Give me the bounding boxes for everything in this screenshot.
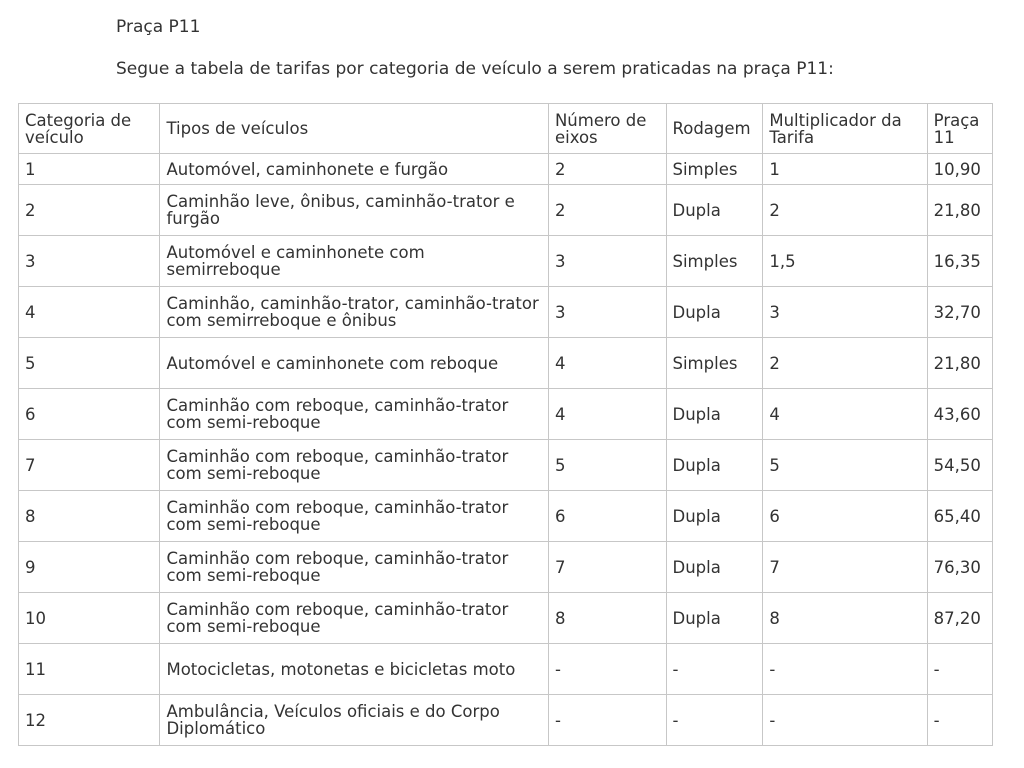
cell-multiplicador: 1 [763,154,927,185]
cell-tipos: Automóvel e caminhonete com semirreboque [160,236,549,287]
cell-praca: - [927,644,992,695]
cell-praca: 43,60 [927,389,992,440]
cell-eixos: 6 [548,491,666,542]
header-eixos: Número de eixos [548,104,666,154]
cell-praca: - [927,695,992,746]
table-row [19,491,993,542]
cell-tipos: Ambulância, Veículos oficiais e do Corpo Diplomático [160,695,549,746]
cell-multiplicador: 1,5 [763,236,927,287]
cell-eixos: 8 [548,593,666,644]
table-row [19,287,993,338]
cell-categoria: 8 [19,491,160,542]
cell-rodagem: Simples [666,338,763,389]
header-tipos: Tipos de veículos [160,104,549,154]
cell-rodagem: Dupla [666,440,763,491]
cell-categoria: 4 [19,287,160,338]
table-row [19,389,993,440]
cell-multiplicador: 2 [763,338,927,389]
cell-eixos: 2 [548,185,666,236]
cell-eixos: 3 [548,287,666,338]
cell-tipos: Caminhão, caminhão-trator, caminhão-trator com semirreboque e ônibus [160,287,549,338]
tariff-table [18,103,993,746]
cell-categoria: 12 [19,695,160,746]
table-body [19,154,993,746]
cell-rodagem: Simples [666,236,763,287]
cell-tipos: Caminhão com reboque, caminhão-trator com semi-reboque [160,389,549,440]
table-row [19,542,993,593]
cell-rodagem: Dupla [666,389,763,440]
cell-tipos: Automóvel e caminhonete com reboque [160,338,549,389]
cell-categoria: 3 [19,236,160,287]
table-row [19,593,993,644]
cell-tipos: Automóvel, caminhonete e furgão [160,154,549,185]
cell-rodagem: Dupla [666,287,763,338]
cell-praca: 32,70 [927,287,992,338]
table-row [19,440,993,491]
cell-eixos: 4 [548,338,666,389]
cell-eixos: - [548,644,666,695]
cell-praca: 21,80 [927,185,992,236]
cell-tipos: Caminhão com reboque, caminhão-trator com semi-reboque [160,542,549,593]
page-heading: Praça P11 [116,17,201,37]
cell-tipos: Caminhão com reboque, caminhão-trator com semi-reboque [160,491,549,542]
cell-multiplicador: 6 [763,491,927,542]
cell-praca: 16,35 [927,236,992,287]
cell-praca: 21,80 [927,338,992,389]
cell-tipos: Caminhão com reboque, caminhão-trator com semi-reboque [160,593,549,644]
cell-tipos: Motocicletas, motonetas e bicicletas moto [160,644,549,695]
cell-eixos: - [548,695,666,746]
cell-rodagem: Dupla [666,491,763,542]
cell-rodagem: Dupla [666,185,763,236]
cell-eixos: 3 [548,236,666,287]
cell-multiplicador: - [763,644,927,695]
cell-eixos: 5 [548,440,666,491]
table-row [19,236,993,287]
table-row [19,154,993,185]
cell-categoria: 5 [19,338,160,389]
cell-categoria: 9 [19,542,160,593]
cell-rodagem: Dupla [666,593,763,644]
cell-multiplicador: 3 [763,287,927,338]
cell-multiplicador: 7 [763,542,927,593]
cell-rodagem: Simples [666,154,763,185]
cell-praca: 10,90 [927,154,992,185]
header-categoria: Categoria de veículo [19,104,160,154]
cell-praca: 76,30 [927,542,992,593]
cell-multiplicador: 4 [763,389,927,440]
intro-text: Segue a tabela de tarifas por categoria de veículo a serem praticadas na praça P11: [116,59,834,79]
table-row [19,695,993,746]
cell-multiplicador: 5 [763,440,927,491]
cell-eixos: 2 [548,154,666,185]
cell-tipos: Caminhão leve, ônibus, caminhão-trator e furgão [160,185,549,236]
table-row [19,338,993,389]
cell-multiplicador: - [763,695,927,746]
cell-praca: 54,50 [927,440,992,491]
table-row [19,644,993,695]
cell-praca: 87,20 [927,593,992,644]
header-praca: Praça 11 [927,104,992,154]
cell-tipos: Caminhão com reboque, caminhão-trator com semi-reboque [160,440,549,491]
cell-multiplicador: 8 [763,593,927,644]
table-header [19,104,993,154]
header-multiplicador: Multiplicador da Tarifa [763,104,927,154]
cell-multiplicador: 2 [763,185,927,236]
cell-categoria: 1 [19,154,160,185]
cell-categoria: 6 [19,389,160,440]
cell-praca: 65,40 [927,491,992,542]
cell-categoria: 7 [19,440,160,491]
cell-rodagem: Dupla [666,542,763,593]
cell-rodagem: - [666,644,763,695]
cell-rodagem: - [666,695,763,746]
cell-categoria: 10 [19,593,160,644]
cell-eixos: 7 [548,542,666,593]
cell-categoria: 2 [19,185,160,236]
cell-categoria: 11 [19,644,160,695]
table-row [19,185,993,236]
header-rodagem: Rodagem [666,104,763,154]
cell-eixos: 4 [548,389,666,440]
header-row [19,104,993,154]
